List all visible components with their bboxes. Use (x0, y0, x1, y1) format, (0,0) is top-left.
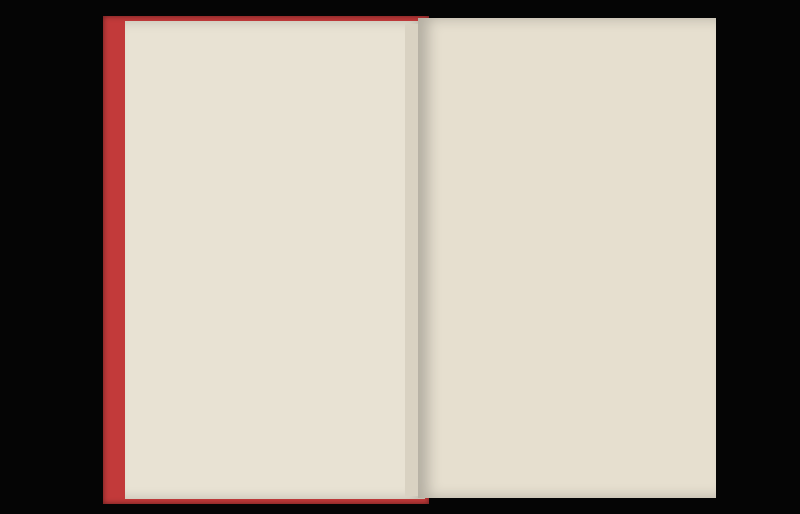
right-page (418, 18, 716, 498)
page-edges (405, 24, 418, 496)
left-page (125, 21, 425, 499)
rotated-table (418, 18, 716, 498)
